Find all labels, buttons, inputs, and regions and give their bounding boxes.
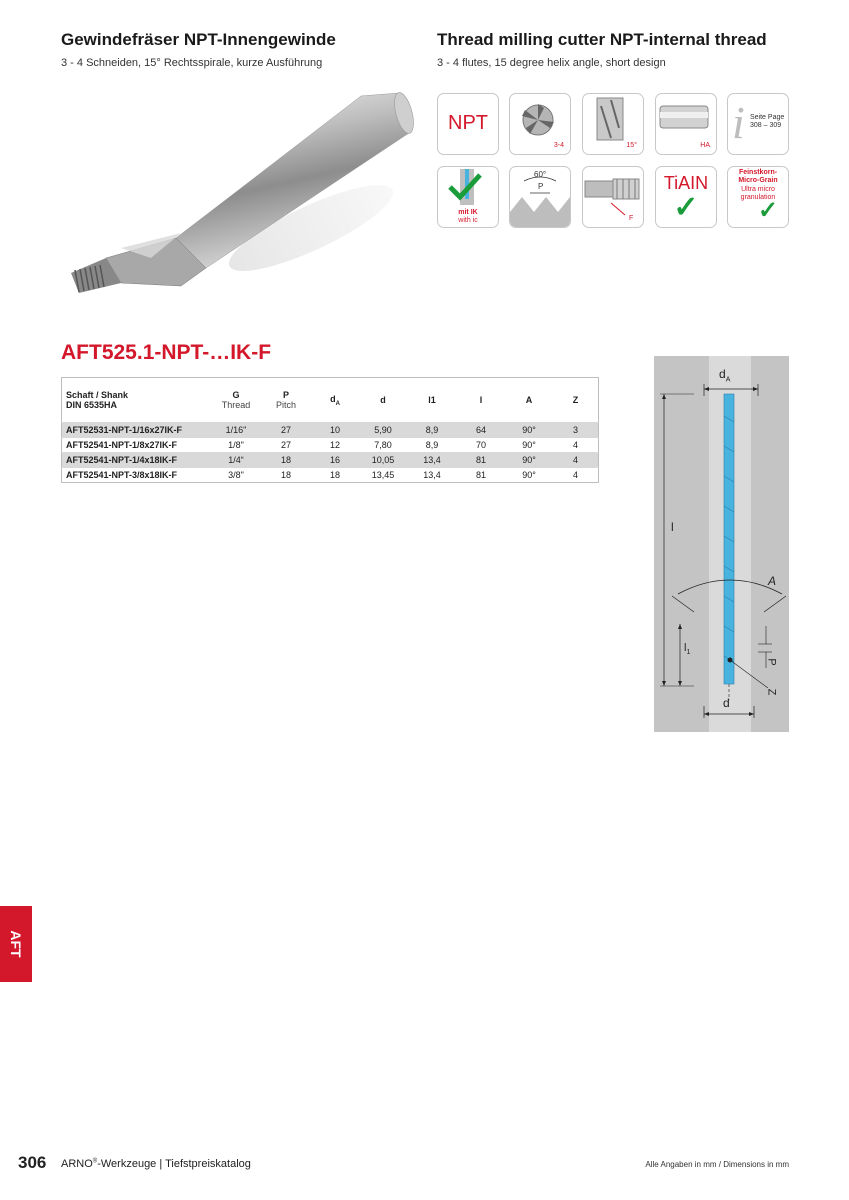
col-p — [261, 378, 311, 423]
col-shank-2: DIN 6535HA — [66, 400, 118, 410]
table-row — [62, 468, 599, 483]
cell-l: 70 — [457, 438, 505, 453]
info-label-1: Seite Page — [750, 114, 785, 121]
col-da-sub: A — [335, 400, 340, 407]
col-l: l — [479, 395, 483, 405]
cell-l1: 8,9 — [407, 423, 457, 438]
page-number: 306 — [18, 1153, 47, 1172]
npt-icon — [437, 93, 499, 155]
ic-label-1: mit IK — [458, 209, 478, 216]
title-de: Gewindefräser NPT-Innengewinde — [61, 30, 336, 49]
col-shank — [62, 378, 212, 423]
diagram-a-label: A — [768, 574, 777, 588]
registered-mark: ® — [92, 1158, 98, 1165]
footer-note: Alle Angaben in mm / Dimensions in mm — [645, 1160, 789, 1169]
cell-l: 81 — [457, 468, 505, 483]
cell-da: 12 — [311, 438, 359, 453]
diagram-d-label: d — [723, 696, 730, 710]
coating-label: TiAIN — [663, 173, 709, 193]
feed-icon — [582, 166, 644, 228]
diagram-l1-sub: 1 — [686, 649, 691, 657]
diagram-z-label: Z — [765, 688, 778, 696]
cell-name: AFT52541-NPT-3/8x18IK-F — [62, 468, 212, 483]
info-icon — [727, 93, 789, 155]
cell-da: 16 — [311, 453, 359, 468]
cell-g: 1/4“ — [211, 453, 261, 468]
info-label-2: 308 – 309 — [750, 122, 782, 129]
cell-name: AFT52541-NPT-1/4x18IK-F — [62, 453, 212, 468]
cell-d: 13,45 — [359, 468, 407, 483]
cell-da: 18 — [311, 468, 359, 483]
cell-z: 3 — [553, 423, 599, 438]
thread-mill-feed-icon — [583, 167, 643, 227]
table-row — [62, 438, 599, 453]
col-da-label: d — [330, 393, 336, 404]
pitch-icon-label: P — [538, 182, 544, 191]
diagram-l1-text: l — [684, 642, 687, 654]
coating-icon — [655, 166, 717, 228]
col-p-sub: Pitch — [275, 400, 296, 410]
cell-l1: 13,4 — [407, 453, 457, 468]
cell-a: 90° — [505, 453, 553, 468]
flutes-label: 3-4 — [553, 142, 564, 149]
col-da — [311, 378, 359, 423]
cell-a: 90° — [505, 468, 553, 483]
grain-label-1: Feinstkorn- — [738, 169, 778, 176]
section-tab-label: AFT — [8, 930, 24, 958]
cell-d: 10,05 — [359, 453, 407, 468]
cell-da: 10 — [311, 423, 359, 438]
helix-label: 15° — [626, 142, 637, 149]
col-g — [211, 378, 261, 423]
grain-label-4: granulation — [740, 194, 776, 201]
title-en: Thread milling cutter NPT-internal thread — [437, 30, 767, 49]
table-header-row — [62, 378, 599, 423]
cell-p: 18 — [261, 468, 311, 483]
subtitle-de: 3 - 4 Schneiden, 15° Rechtsspirale, kurze Ausführung — [61, 57, 323, 69]
cell-d: 5,90 — [359, 423, 407, 438]
cell-l1: 8,9 — [407, 438, 457, 453]
spec-table — [61, 377, 599, 483]
cell-z: 4 — [553, 438, 599, 453]
grain-check-icon: ✓ — [758, 197, 779, 224]
table-row — [62, 423, 599, 438]
thread-profile-icon — [509, 166, 571, 228]
ic-label-2: with ic — [458, 217, 478, 224]
footer-brand-name: ARNO — [61, 1158, 93, 1170]
footer-brand-rest: -Werkzeuge | Tiefstpreiskatalog — [97, 1158, 251, 1170]
cell-p: 27 — [261, 438, 311, 453]
cell-p: 18 — [261, 453, 311, 468]
npt-label: NPT — [448, 112, 488, 134]
cell-z: 4 — [553, 453, 599, 468]
shank-label: HA — [700, 142, 710, 149]
product-image — [61, 88, 421, 318]
cell-l: 64 — [457, 423, 505, 438]
col-g-sub: Thread — [221, 400, 251, 410]
product-title: AFT525.1-NPT-…IK-F — [61, 341, 272, 364]
col-a: A — [525, 395, 533, 405]
diagram-l1-label — [684, 642, 690, 656]
cell-a: 90° — [505, 423, 553, 438]
helix-icon — [582, 93, 644, 155]
cell-l1: 13,4 — [407, 468, 457, 483]
cell-g: 1/8" — [211, 438, 261, 453]
diagram-da-label — [719, 367, 730, 383]
dimension-diagram — [654, 356, 789, 732]
diagram-p-label: P — [765, 658, 778, 666]
subtitle-en: 3 - 4 flutes, 15 degree helix angle, short design — [437, 57, 666, 69]
col-d: d — [380, 395, 386, 405]
col-shank-1: Schaft / Shank — [66, 390, 129, 400]
cell-d: 7,80 — [359, 438, 407, 453]
cell-l: 81 — [457, 453, 505, 468]
diagram-drawing — [654, 356, 789, 732]
shank-icon — [655, 93, 717, 155]
cell-z: 4 — [553, 468, 599, 483]
grain-label-2: Micro-Grain — [738, 177, 778, 184]
col-p-label: P — [282, 390, 289, 400]
diagram-l-label: l — [671, 520, 674, 534]
flutes-icon — [509, 93, 571, 155]
internal-cooling-icon — [437, 166, 499, 228]
table-row — [62, 453, 599, 468]
col-z: Z — [572, 395, 579, 405]
diagram-da-text: d — [719, 367, 726, 381]
cell-g: 1/16" — [211, 423, 261, 438]
footer-brand — [61, 1158, 251, 1170]
col-g-label: G — [232, 390, 240, 400]
grain-label-3: Ultra micro — [741, 186, 775, 193]
diagram-da-sub: A — [725, 376, 731, 384]
info-i-glyph: i — [732, 97, 745, 148]
cell-p: 27 — [261, 423, 311, 438]
coating-check-icon: ✓ — [673, 191, 699, 224]
cell-name: AFT52541-NPT-1/8x27IK-F — [62, 438, 212, 453]
cell-g: 3/8" — [211, 468, 261, 483]
col-l1: l1 — [428, 395, 436, 405]
feed-label: F — [629, 215, 634, 222]
micro-grain-icon — [727, 166, 789, 228]
section-tab-aft — [0, 906, 32, 982]
angle-label: 60° — [534, 170, 547, 179]
cell-a: 90° — [505, 438, 553, 453]
cell-name: AFT52531-NPT-1/16x27IK-F — [62, 423, 212, 438]
